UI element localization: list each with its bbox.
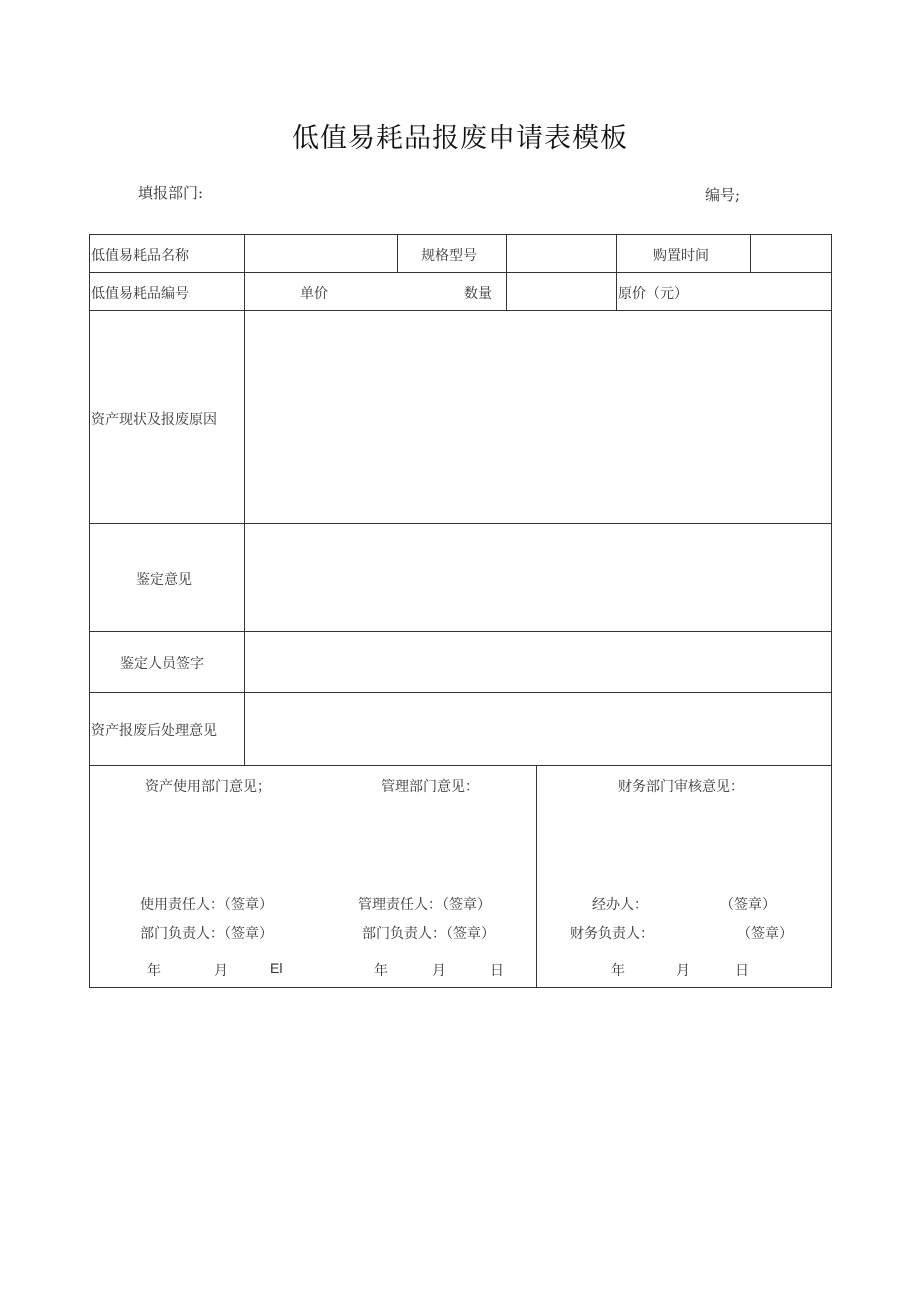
spec-label: 规格型号: [421, 248, 477, 264]
finance-head: 财务负责人：: [570, 926, 654, 942]
finance-dept-heading: 财务部门审核意见：: [618, 779, 744, 795]
appraiser-sign-field[interactable]: [245, 632, 831, 692]
mgmt-month: 月: [432, 963, 446, 979]
name-label: 低值易耗品名称: [91, 248, 189, 264]
dept-label: 填报部门:: [138, 184, 204, 202]
unit-price-label: 单价: [300, 286, 328, 302]
disposal-field[interactable]: [245, 693, 831, 765]
status-reason-field[interactable]: [245, 311, 831, 523]
use-month: 月: [214, 963, 228, 979]
mgmt-dept-head: 部门负责人：（签章）: [362, 926, 495, 942]
code-label: 低值易耗品编号: [91, 286, 189, 302]
purchase-time-field[interactable]: [751, 235, 831, 272]
use-dept-heading: 资产使用部门意见；: [145, 779, 271, 795]
mgmt-responsible: 管理责任人：（签章）: [358, 897, 491, 913]
finance-handler-seal: （签章）: [720, 897, 776, 913]
mgmt-year: 年: [374, 963, 388, 979]
appraisal-field[interactable]: [245, 524, 831, 631]
appraisal-label: 鉴定意见: [136, 572, 192, 588]
use-day: El: [270, 960, 283, 976]
finance-head-seal: （签章）: [737, 926, 793, 942]
status-reason-label: 资产现状及报废原因: [91, 412, 217, 428]
quantity-field[interactable]: [507, 273, 616, 310]
use-year: 年: [147, 963, 161, 979]
finance-month: 月: [676, 963, 690, 979]
purchase-time-label: 购置时间: [653, 248, 709, 264]
quantity-label: 数量: [464, 286, 492, 302]
spec-field[interactable]: [507, 235, 616, 272]
finance-handler: 经办人：: [592, 897, 648, 913]
finance-day: 日: [735, 963, 749, 979]
use-responsible: 使用责任人：（签章）: [140, 897, 273, 913]
mgmt-dept-heading: 管理部门意见：: [381, 779, 479, 795]
appraiser-sign-label: 鉴定人员签字: [120, 656, 204, 672]
page-title: 低值易耗品报废申请表模板: [292, 123, 628, 154]
disposal-label: 资产报废后处理意见: [91, 723, 217, 739]
number-label: 编号;: [705, 186, 741, 204]
use-dept-head: 部门负责人：（签章）: [140, 926, 273, 942]
original-price-label: 原价（元）: [618, 286, 688, 302]
mgmt-day: 日: [490, 963, 504, 979]
finance-year: 年: [611, 963, 625, 979]
name-field[interactable]: [245, 235, 397, 272]
